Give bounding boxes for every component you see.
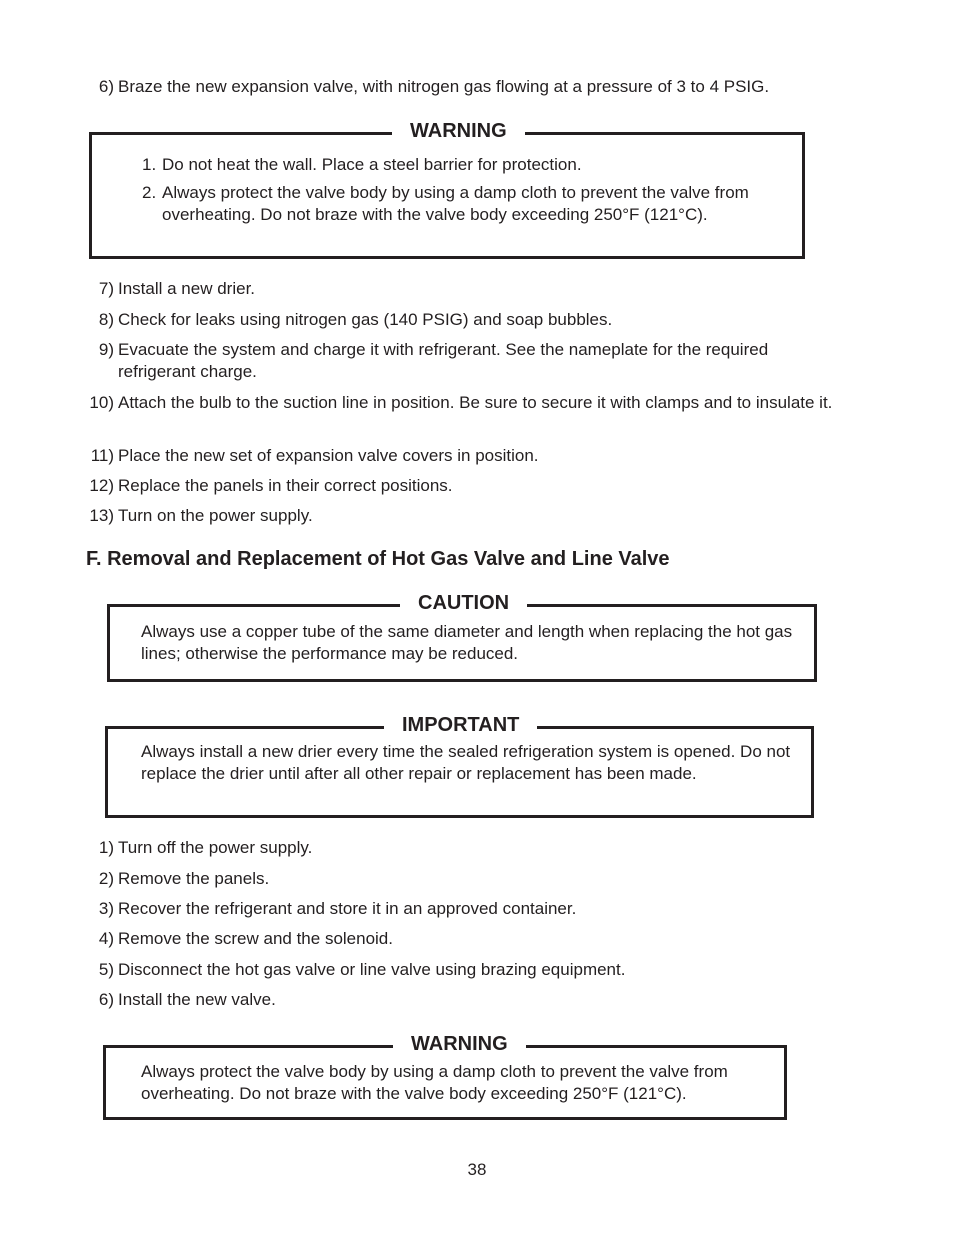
step-number: 1) bbox=[98, 838, 114, 857]
step-text: Replace the panels in their correct positions. bbox=[118, 476, 453, 495]
important-box bbox=[105, 714, 814, 818]
warning-title: WARNING bbox=[392, 118, 525, 144]
step-number: 3) bbox=[98, 899, 114, 918]
step-text: Install a new drier. bbox=[118, 279, 256, 298]
step-text: Turn off the power supply. bbox=[118, 838, 313, 857]
caution-title: CAUTION bbox=[400, 590, 527, 616]
warning-box-2 bbox=[103, 1033, 787, 1120]
step-number: 12) bbox=[89, 476, 114, 495]
step-number: 9) bbox=[98, 340, 114, 359]
step-number: 6) bbox=[98, 77, 114, 96]
step-text: Evacuate the system and charge it with refrigerant. See the nameplate for the required refrigerant charge. bbox=[118, 340, 769, 381]
warning-item bbox=[142, 182, 782, 226]
step-text: Recover the refrigerant and store it in an approved container. bbox=[118, 899, 577, 918]
caution-text: Always use a copper tube of the same diameter and length when replacing the hot gas lines; otherwise the performance may be reduced. bbox=[141, 622, 793, 663]
step-text: Attach the bulb to the suction line in position. Be sure to secure it with clamps and to insulate it. bbox=[118, 393, 833, 412]
warning-item bbox=[142, 154, 782, 176]
warning-title: WARNING bbox=[393, 1031, 526, 1057]
warning-text: Always protect the valve body by using a damp cloth to prevent the valve from overheating. Do not braze with the valve body exceeding 250°F (121°C). bbox=[141, 1062, 728, 1103]
warning-item-number: 2. bbox=[142, 183, 157, 202]
warning-box-1 bbox=[89, 120, 805, 259]
important-text: Always install a new drier every time the sealed refrigeration system is opened. Do not replace the drier until after all other repair or replacement has been made. bbox=[141, 742, 791, 783]
step-number: 11) bbox=[90, 446, 114, 465]
step-text: Turn on the power supply. bbox=[118, 506, 313, 525]
warning-item-number: 1. bbox=[142, 155, 157, 174]
step-number: 2) bbox=[98, 869, 114, 888]
step-number: 6) bbox=[98, 990, 114, 1009]
important-title: IMPORTANT bbox=[384, 712, 537, 738]
step-text: Remove the screw and the solenoid. bbox=[118, 929, 393, 948]
section-heading: F. Removal and Replacement of Hot Gas Valve and Line Valve bbox=[86, 548, 670, 570]
step-number: 7) bbox=[98, 279, 114, 298]
step-number: 4) bbox=[98, 929, 114, 948]
step-number: 8) bbox=[98, 310, 114, 329]
step-number: 10) bbox=[89, 393, 114, 412]
step-number: 5) bbox=[98, 960, 114, 979]
page-number: 38 bbox=[467, 1160, 487, 1179]
step-text: Braze the new expansion valve, with nitrogen gas flowing at a pressure of 3 to 4 PSIG. bbox=[118, 77, 770, 96]
step-text: Install the new valve. bbox=[118, 990, 276, 1009]
warning-item-text: Always protect the valve body by using a damp cloth to prevent the valve from overheating. Do not braze with the valve body exceeding 250°F (121°C). bbox=[162, 183, 749, 224]
step-text: Place the new set of expansion valve covers in position. bbox=[118, 446, 539, 465]
step-text: Disconnect the hot gas valve or line valve using brazing equipment. bbox=[118, 960, 626, 979]
step-text: Check for leaks using nitrogen gas (140 PSIG) and soap bubbles. bbox=[118, 310, 613, 329]
warning-item-text: Do not heat the wall. Place a steel barrier for protection. bbox=[162, 155, 582, 174]
step-number: 13) bbox=[89, 506, 114, 525]
caution-box bbox=[107, 592, 817, 682]
warning-list bbox=[142, 154, 782, 226]
step-text: Remove the panels. bbox=[118, 869, 270, 888]
